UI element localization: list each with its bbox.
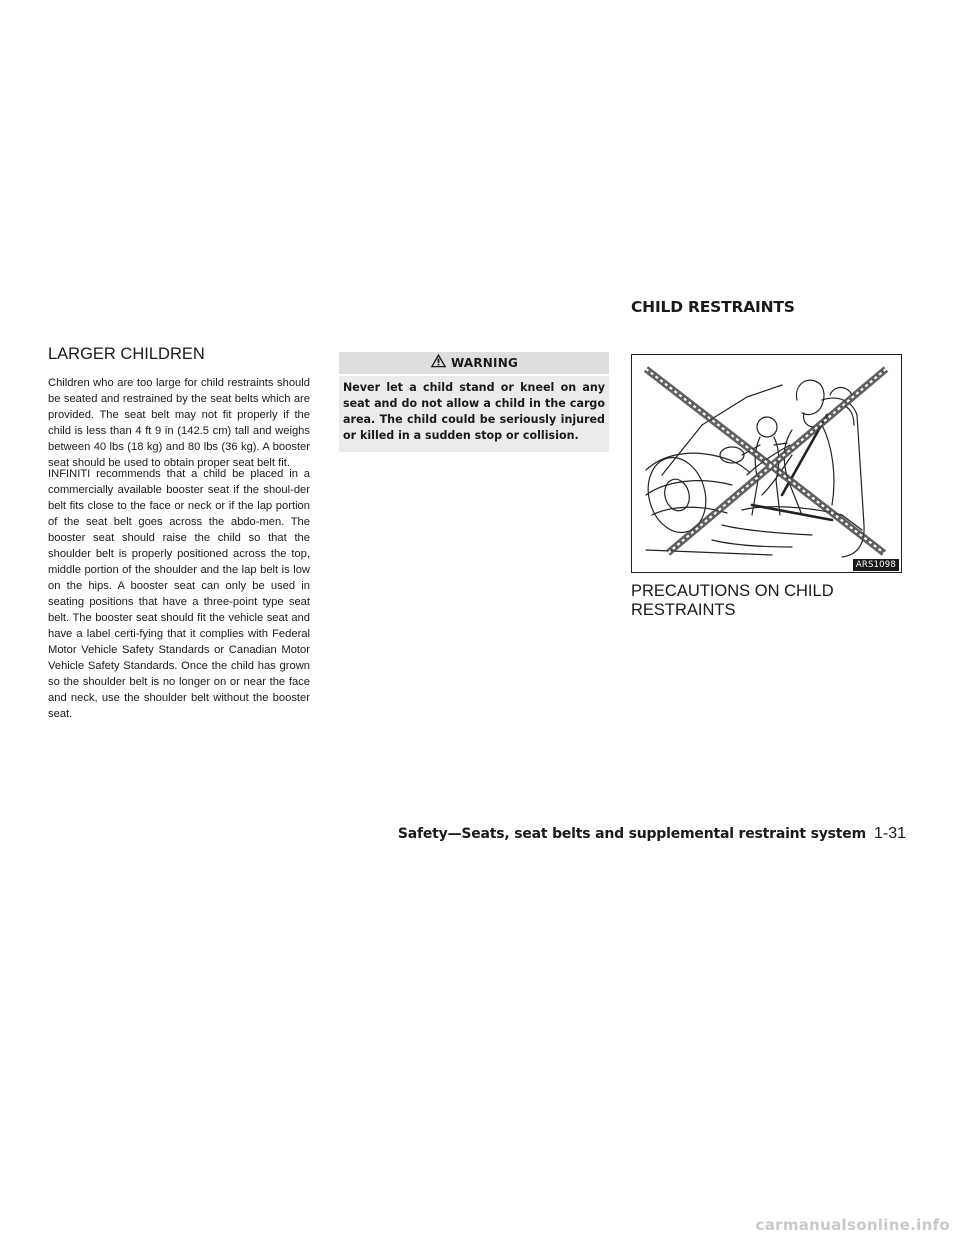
section-header: CHILD RESTRAINTS bbox=[631, 298, 795, 316]
precautions-heading-line-1: PRECAUTIONS ON CHILD bbox=[631, 582, 834, 600]
warning-title: WARNING bbox=[450, 356, 519, 370]
watermark: carmanualsonline.info bbox=[755, 1216, 950, 1234]
larger-children-heading: LARGER CHILDREN bbox=[48, 345, 205, 363]
car-interior-drawing bbox=[632, 355, 901, 572]
figure-code: ARS1098 bbox=[853, 559, 899, 571]
larger-children-paragraph-2: INFINITI recommends that a child be placed in a commercially available booster seat if the shoul-der belt fits close to the face or neck or if the lap portion of the seat belt goes across the abdo-men. The booster seat should raise the child so that the shoulder belt is properly positioned across the top, middle portion of the shoulder and the lap belt is low on the hips. A booster seat can only be used in seating positions that have a three-point type seat belt. The booster seat should fit the vehicle seat and have a label certi-fying that it complies with Federal Motor Vehicle Safety Standards or Canadian Motor Vehicle Safety Standards. Once the child has grown so the shoulder belt is no longer on or near the face and neck, use the shoulder belt without the booster seat. bbox=[48, 468, 310, 720]
larger-children-paragraph-1: Children who are too large for child restraints should be seated and restrained by the seat belts which are provided. The seat belt may not fit properly if the child is less than 4 ft 9 in (142.5 cm) tall and weighs between 40 lbs (18 kg) and 80 lbs (36 kg). A booster seat should be used to obtain proper seat belt fit. bbox=[48, 377, 310, 469]
footer-chapter-title: Safety—Seats, seat belts and supplemental restraint system bbox=[397, 826, 866, 842]
warning-triangle-icon bbox=[430, 353, 447, 373]
warning-text: Never let a child stand or kneel on any seat and do not allow a child in the cargo area. The child could be seriously injured or killed in a sudden stop or collision. bbox=[339, 376, 609, 452]
child-standing-illustration bbox=[631, 354, 902, 573]
precautions-heading bbox=[631, 582, 903, 620]
warning-header bbox=[339, 352, 609, 374]
page-footer bbox=[398, 825, 906, 843]
footer-page-number: 1-31 bbox=[873, 825, 906, 842]
precautions-heading-line-2: RESTRAINTS bbox=[631, 601, 736, 619]
